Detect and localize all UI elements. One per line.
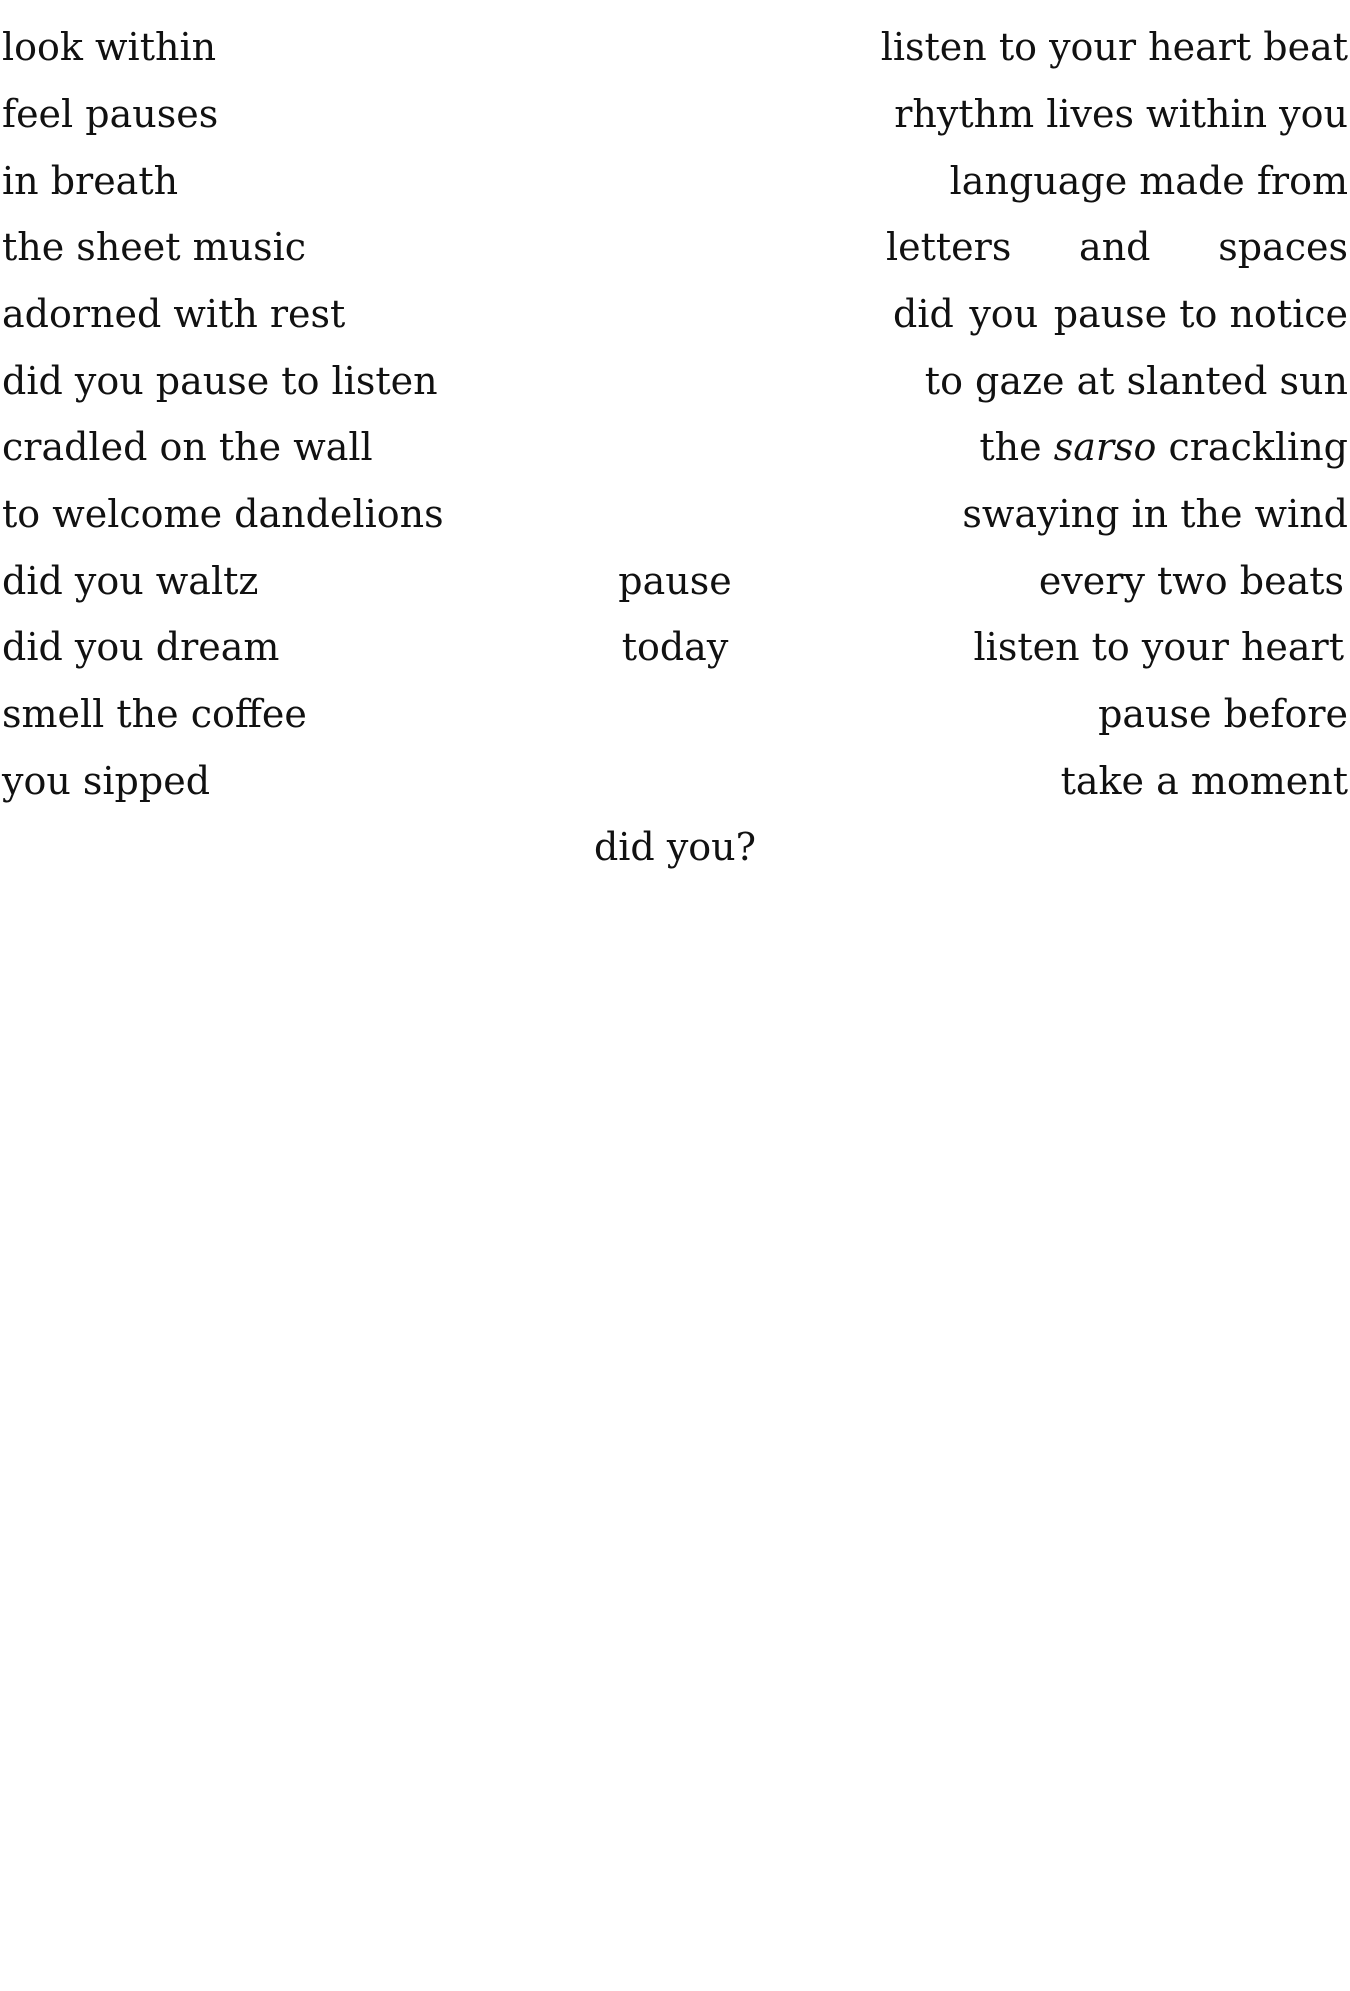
left-line-8: to welcome dandelions — [2, 492, 444, 536]
gap-word-did: did — [893, 292, 954, 336]
right-line-6: to gaze at slanted sun — [924, 359, 1348, 403]
gap-word-you: you — [969, 292, 1039, 336]
left-line-12: you sipped — [2, 759, 211, 803]
right-line-3: language made from — [949, 159, 1348, 203]
sarso-italic: sarso — [1053, 425, 1157, 469]
left-line-4: the sheet music — [2, 225, 307, 269]
gap-word-pause-to-notice: pause to notice — [1053, 292, 1348, 336]
left-line-10: did you dream — [2, 625, 280, 669]
right-line-8: swaying in the wind — [962, 492, 1348, 536]
right-line-7 — [979, 424, 1348, 470]
spread-word-spaces: spaces — [1218, 225, 1348, 269]
right-line-1: listen to your heart beat — [880, 25, 1348, 69]
left-line-2: feel pauses — [2, 92, 219, 136]
spread-word-and: and — [1079, 225, 1151, 269]
right-line-2: rhythm lives within you — [894, 92, 1348, 136]
left-line-11: smell the coffee — [2, 692, 307, 736]
middle-word-pause: pause — [618, 559, 732, 603]
right-line-5 — [893, 291, 1348, 337]
right-line-7-pre: the — [979, 425, 1054, 469]
right-line-10: listen to your heart — [973, 625, 1344, 669]
right-line-4 — [886, 224, 1348, 270]
left-line-7: cradled on the wall — [2, 425, 373, 469]
spread-word-letters: letters — [886, 225, 1012, 269]
right-line-7-post: crackling — [1156, 425, 1348, 469]
left-line-3: in breath — [2, 159, 179, 203]
left-line-9: did you waltz — [2, 559, 259, 603]
right-line-9: every two beats — [1038, 559, 1344, 603]
right-line-11: pause before — [1098, 692, 1348, 736]
right-line-12: take a moment — [1060, 759, 1348, 803]
closing-line: did you? — [593, 825, 757, 869]
middle-word-today: today — [621, 625, 729, 669]
left-line-5: adorned with rest — [2, 292, 346, 336]
left-line-1: look within — [2, 25, 217, 69]
left-line-6: did you pause to listen — [2, 359, 438, 403]
